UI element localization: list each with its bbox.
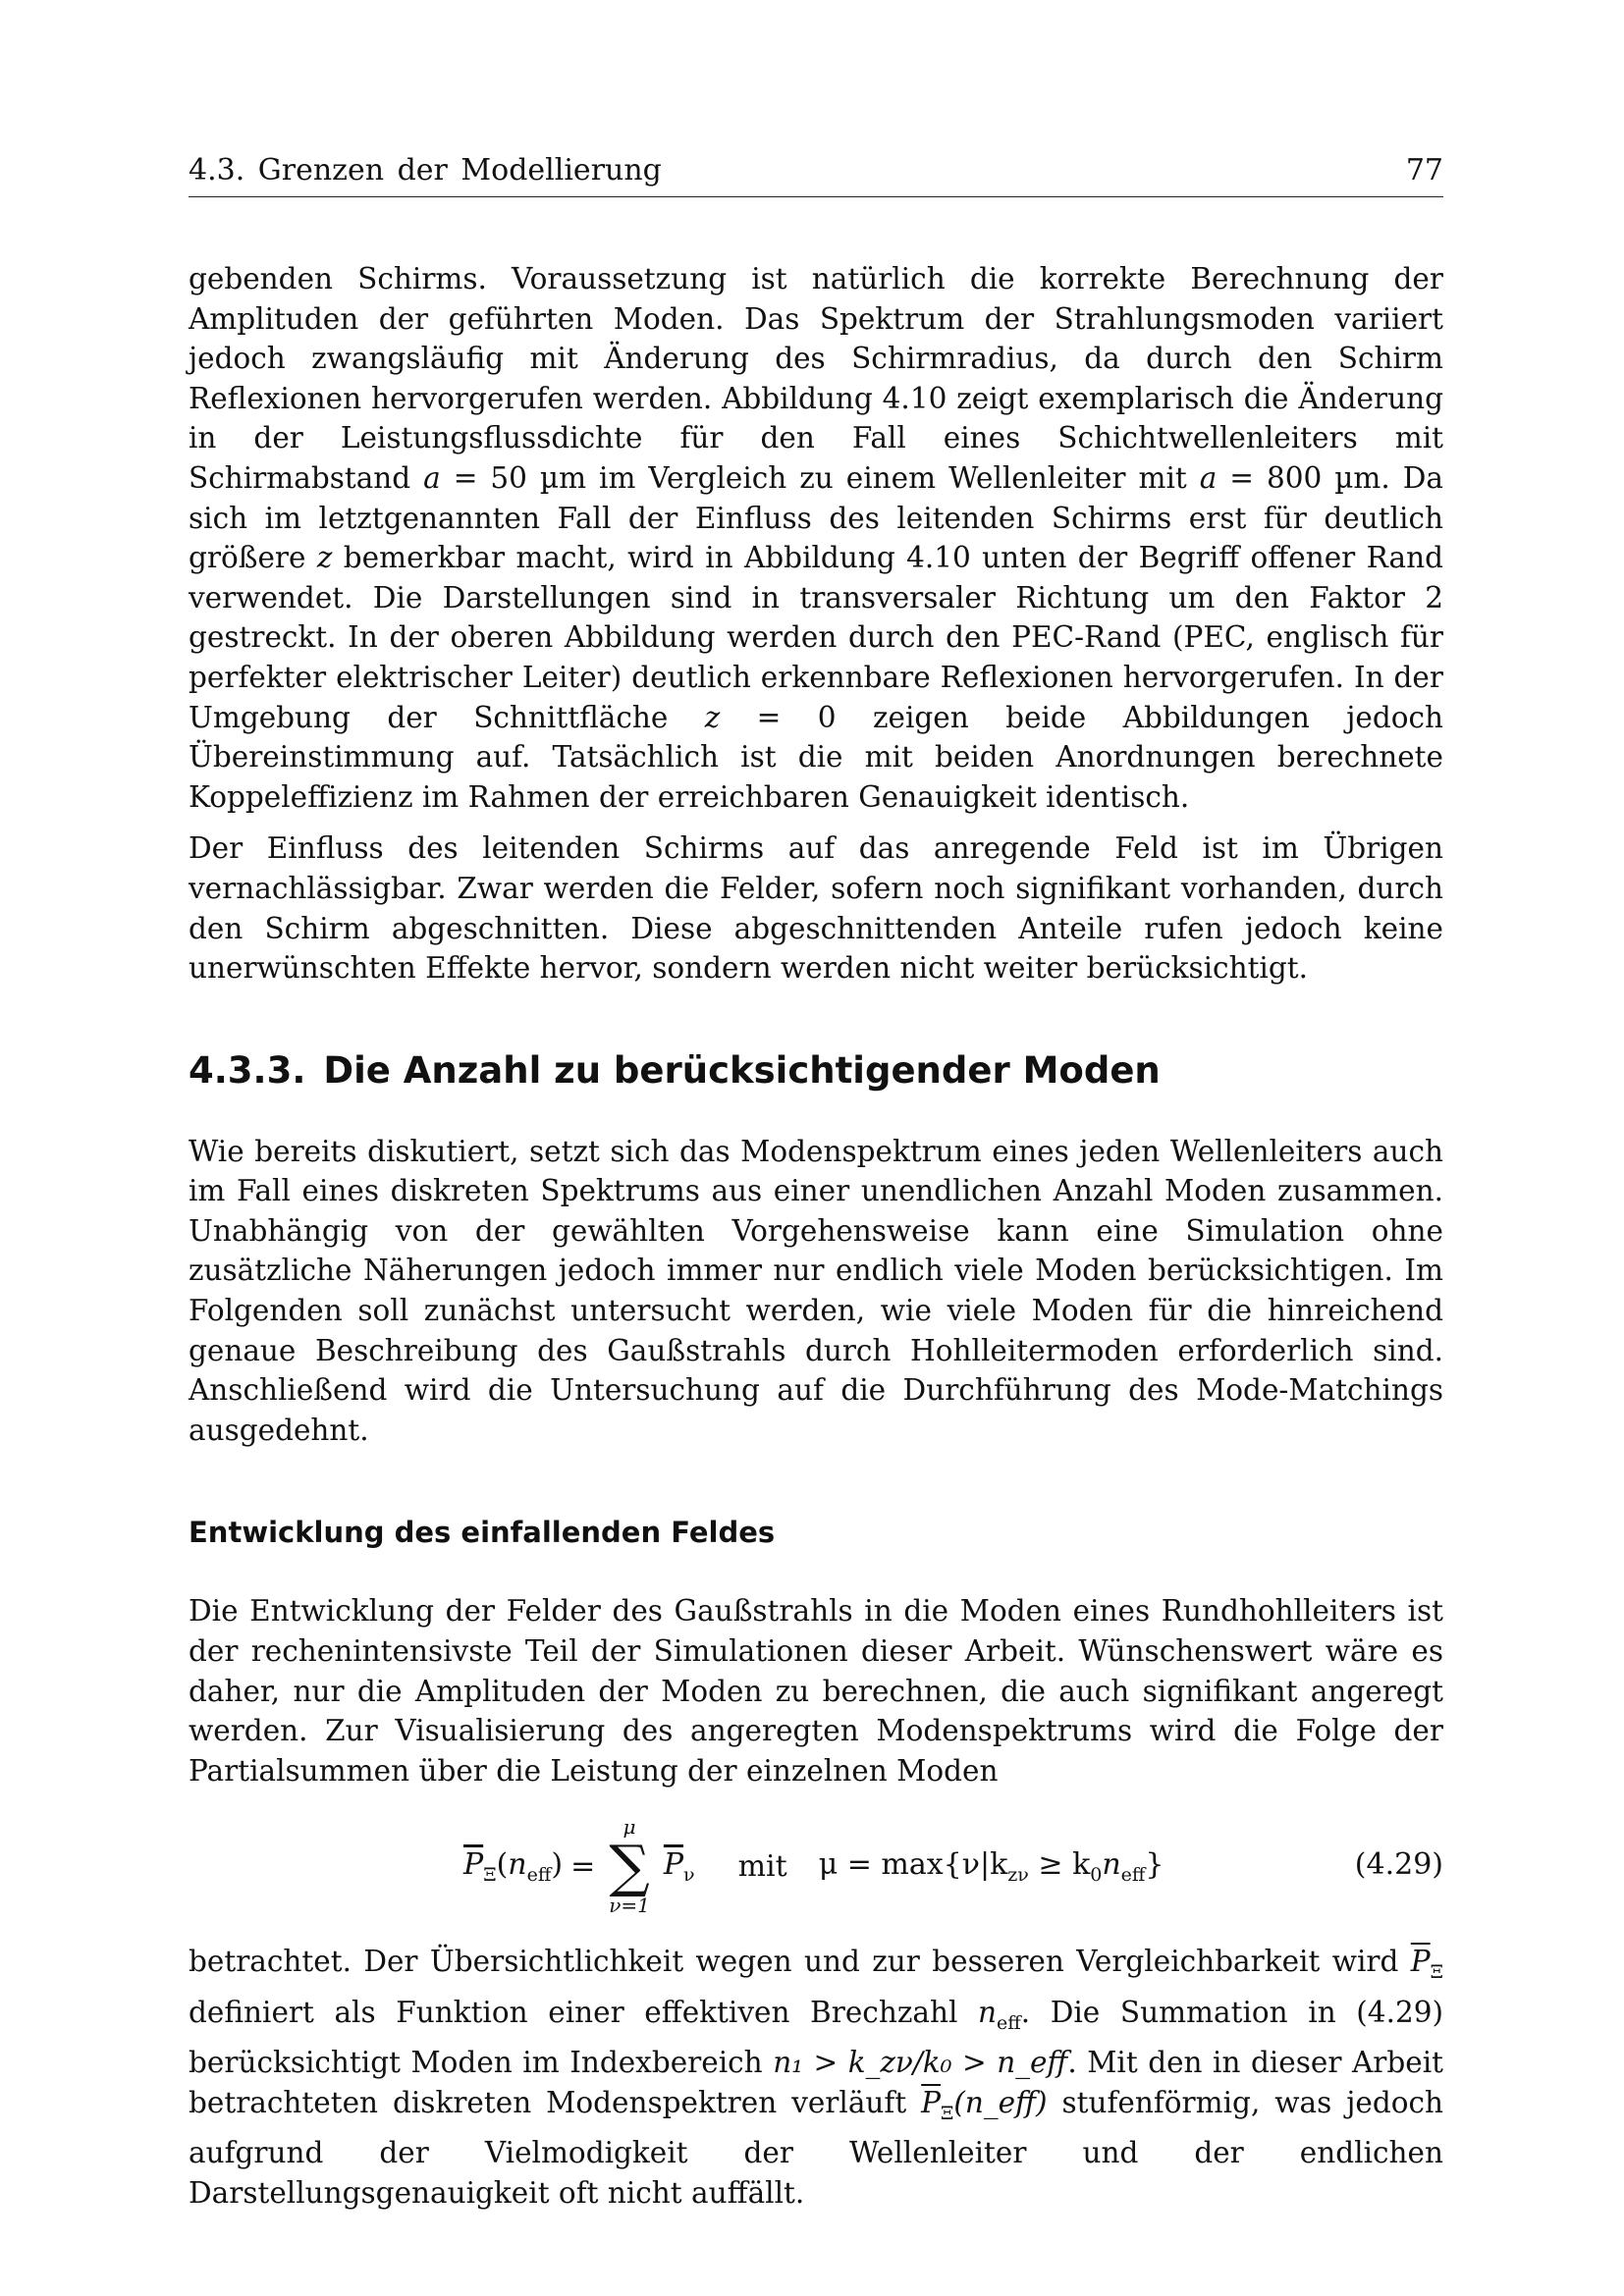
- p5-text-6: stufenförmig, was jedoch aufgrund der Vielmodigkeit der Wellenleiter und der endlichen Darstellungsgenauigkeit oft nicht auffällt.: [189, 2085, 1443, 2211]
- header-section-title: 4.3. Grenzen der Modellierung: [189, 153, 662, 187]
- symbol-n: n: [977, 1995, 997, 2029]
- sum-symbol: ∑: [609, 1833, 650, 1900]
- var-z: z: [704, 700, 721, 734]
- p5-text-4: . Mit den in dieser Arbeit betrachteten diskreten Modenspektren verläuft: [189, 2046, 1443, 2119]
- eq-condition-text: μ = max{ν|k: [818, 1846, 1008, 1882]
- sum-operator: [609, 1816, 650, 1916]
- paragraph-2: Der Einfluss des leitenden Schirms auf das anregende Feld ist im Übrigen vernachlässigbar. Zwar werden die Felder, sofern noch signifikant vorhanden, durch den Schirm abgeschnitten. Diese abgeschnittenden Anteile rufen jedoch keine unerwünschten Effekte hervor, sondern werden nicht weiter berücksichtigt.: [189, 831, 1443, 986]
- paragraph-3: Wie bereits diskutiert, setzt sich das Modenspektrum eines jeden Wellenleiters auch im Fall eines diskreten Spektrums aus einer unendlichen Anzahl Moden zusammen. Unabhängig von der gewählten Vorgehensweise kann eine Simulation ohne zusätzliche Näherungen jedoch immer nur endlich viele Moden berücksichtigen. Im Folgenden soll zunächst untersucht werden, wie viele Moden für die hinreichend genaue Beschreibung des Gaußstrahls durch Hohlleitermoden erforderlich sind. Anschließend wird die Untersuchung auf die Durchführung des Mode-Matchings ausgedehnt.: [189, 1134, 1443, 1447]
- p5-text-1: betrachtet. Der Übersichtlichkeit wegen und zur besseren Vergleichbarkeit wird: [189, 1945, 1411, 1979]
- equation-body: [463, 1812, 1164, 1920]
- eq-condition-close: }: [1145, 1846, 1164, 1882]
- var-a: a: [423, 460, 441, 495]
- section-heading: [189, 1047, 1443, 1095]
- value-zero: = 0: [720, 700, 837, 734]
- eq-condition: [819, 1847, 1164, 1886]
- eq-lhs-arg: n: [508, 1846, 527, 1882]
- page-number: 77: [1405, 153, 1443, 187]
- eq-condition-sub: zν: [1007, 1863, 1029, 1886]
- paragraph-4: Die Entwicklung der Felder des Gaußstrahls in die Moden eines Rundhohlleiters ist der rechenintensivste Teil der Simulationen dieser Arbeit. Wünschenswert wäre es daher, nur die Amplituden der Moden zu berechnen, die auch signifikant angeregt werden. Zur Visualisierung des angeregten Modenspektrums wird die Folge der Partialsummen über die Leistung der einzelnen Moden: [189, 1594, 1443, 1788]
- var-z: z: [316, 541, 333, 575]
- sum-lower-limit: ν=1: [609, 1894, 650, 1918]
- equation-number: (4.29): [1354, 1847, 1443, 1883]
- eq-condition-sub2: 0: [1090, 1863, 1103, 1886]
- value-50um: = 50 µm: [440, 460, 587, 495]
- symbol-P-sub: Ξ: [1430, 1961, 1443, 1984]
- eq-term-sub: ν: [683, 1863, 695, 1886]
- page-body: [189, 259, 1443, 2214]
- p1-text-1: gebenden Schirms. Voraussetzung ist natürlich die korrekte Berechnung der Amplituden der geführten Moden. Das Spektrum der Strahlungsmoden variiert jedoch zwangsläufig mit Änderung des Schirmradius, da durch den Schirm Reflexionen hervorgerufen werden. Abbildung 4.10 zeigt exemplarisch die Änderung in der Leistungsflussdichte für den Fall eines Schichtwellenleiters mit Schirmabstand: [189, 262, 1443, 495]
- symbol-P: $\overline{P}$: [921, 2085, 942, 2119]
- eq-lhs-symbol: $\overline{P}$: [463, 1846, 484, 1882]
- p5-text-3: . Die Summation in (4.29) berücksichtigt Moden im Indexbereich: [189, 1995, 1443, 2080]
- sum-upper-limit: μ: [623, 1815, 636, 1840]
- p1-text-4: bemerkbar macht, wird in Abbildung 4.10 unten der Begriff offener Rand verwendet. Die Darstellungen sind in transversaler Richtung um den Faktor 2 gestreckt. In der oberen Abbildung werden durch den PEC-Rand (PEC, englisch für perfekter elektrischer Leiter) deutlich erkennbare Reflexionen hervorgerufen. In der Umgebung der Schnittfläche: [189, 541, 1443, 734]
- var-a: a: [1199, 460, 1218, 495]
- running-header: [189, 153, 1443, 197]
- eq-condition-n-sub: eff: [1120, 1863, 1146, 1886]
- eq-term-symbol: $\overline{P}$: [663, 1846, 684, 1882]
- symbol-n-sub: eff: [996, 2011, 1021, 2034]
- eq-equals: =: [570, 1848, 596, 1884]
- p1-text-2: im Vergleich zu einem Wellenleiter mit: [586, 460, 1200, 495]
- section-title: Die Anzahl zu berücksichtigender Moden: [323, 1048, 1161, 1092]
- eq-condition-n: n: [1102, 1846, 1121, 1882]
- eq-lhs: $\overline{P}_\Xi(n_{eff})$: [463, 1846, 564, 1886]
- subsection-heading: Entwicklung des einfallenden Feldes: [189, 1516, 776, 1550]
- symbol-P: $\overline{P}$: [1410, 1945, 1431, 1979]
- symbol-n-eff-arg: (n_eff): [953, 2085, 1048, 2119]
- eq-lhs-arg-sub: eff: [526, 1863, 552, 1886]
- p5-text-2: definiert als Funktion einer effektiven Brechzahl: [189, 1995, 978, 2029]
- equation-4-29: [189, 1812, 1443, 1920]
- paragraph-1: [189, 259, 1443, 817]
- section-number: 4.3.3.: [189, 1048, 306, 1092]
- eq-mit: mit: [737, 1848, 787, 1884]
- p1-text-3: . Da sich im letztgenannten Fall der Einfluss des leitenden Schirms erst für deutlich größere: [189, 460, 1443, 575]
- eq-condition-tail: ≥ k: [1028, 1846, 1091, 1882]
- symbol-P-sub: Ξ: [941, 2102, 954, 2124]
- p1-text-5: zeigen beide Abbildungen jedoch Übereinstimmung auf. Tatsächlich ist die mit beiden Anordnungen berechnete Koppeleffizienz im Rahmen der erreichbaren Genauigkeit identisch.: [189, 700, 1443, 814]
- eq-term: [664, 1847, 695, 1886]
- index-range: n₁ > k_zν/k₀ > n_eff: [773, 2046, 1068, 2080]
- eq-lhs-sub: Ξ: [483, 1863, 497, 1886]
- paragraph-5: [189, 1942, 1443, 2213]
- value-800um: = 800 µm: [1217, 460, 1381, 495]
